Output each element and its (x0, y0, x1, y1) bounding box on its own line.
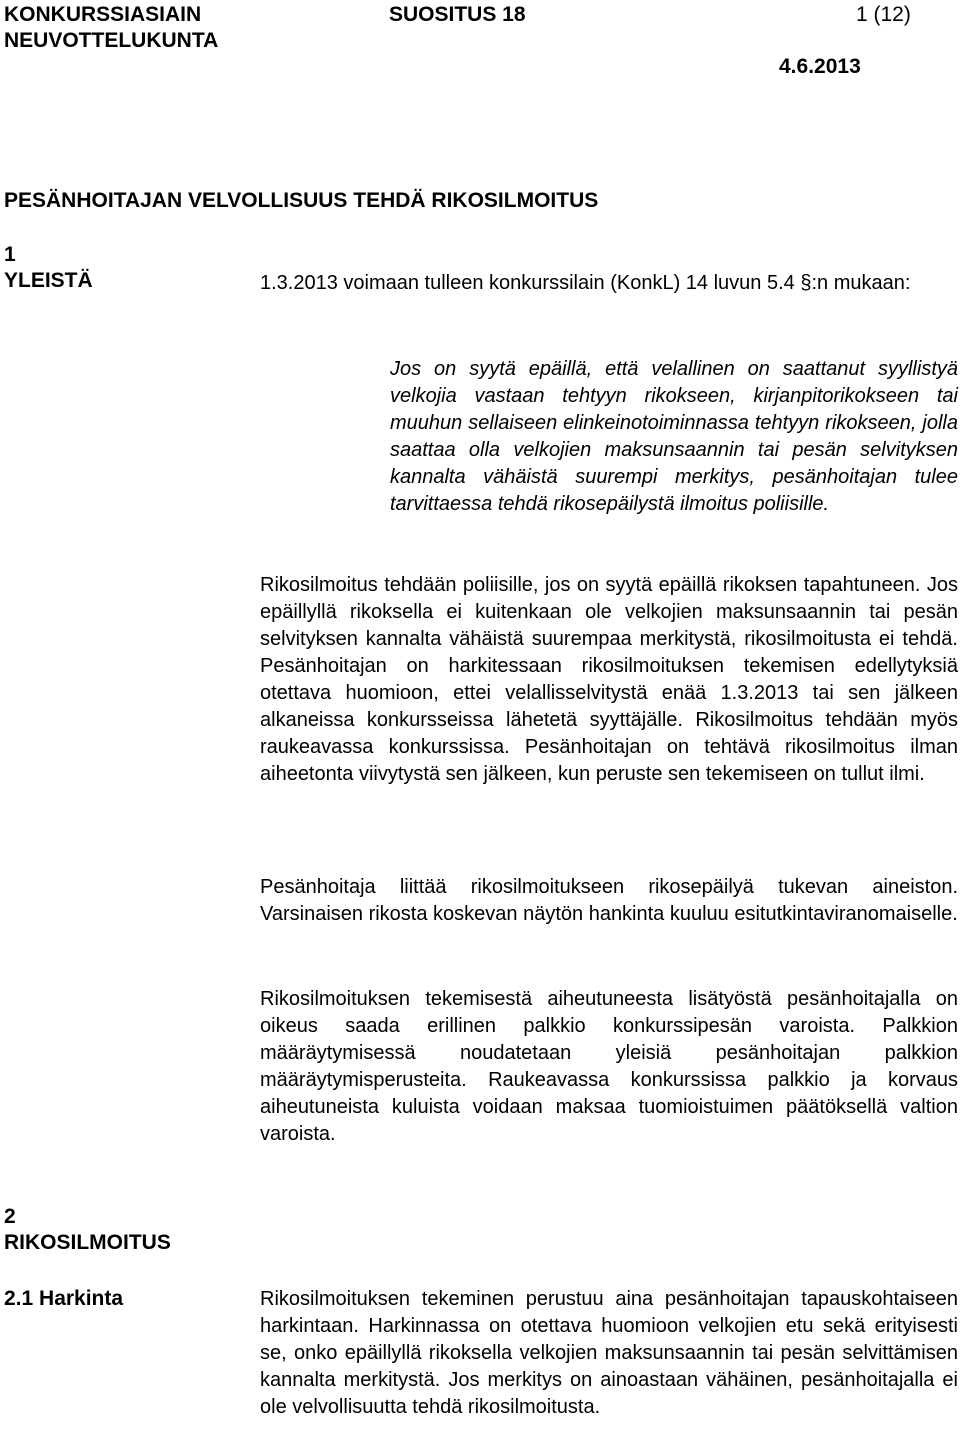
section-1-number: 1 (4, 243, 16, 266)
section-2-number: 2 (4, 1205, 16, 1228)
section-1-paragraph-3: Rikosilmoituksen tekemisestä aiheutuneesta lisätyöstä pesänhoitajalla on oikeus saada erillinen palkkio konkurssipesän varoista. Palkkion määräytymisessä noudatetaan yleisiä pesänhoitajan palkkion määräytymisperusteita. Raukeavassa konkurssissa palkkio ja korvaus aiheutuneista kuluista voidaan maksaa tuomioistuimen päätöksellä valtion varoista. (260, 988, 958, 1145)
section-2-1-paragraph-1: Rikosilmoituksen tekeminen perustuu aina pesänhoitajan tapauskohtaiseen harkintaan. Harkinnassa on otettava huomioon velkojien etu sekä erityisesti se, onko epäillyllä rikoksella velkojien maksunsaannin tai pesän selvittämisen kannalta merkitystä. Jos merkitys on ainoastaan vähäinen, pesänhoitajalla ei ole velvollisuutta tehdä rikosilmoitusta. (260, 1288, 958, 1418)
law-quote: Jos on syytä epäillä, että velallinen on saattanut syyllistyä velkojia vastaan tehtyyn rikokseen, kirjanpitorikokseen tai muuhun sellaiseen elinkeinotoiminnassa tehtyyn rikokseen, jolla saattaa olla velkojien maksunsaannin tai pesän selvityksen kannalta vähäistä suurempi merkitys, pesänhoitajan tulee tarvittaessa tehdä rikosepäilystä ilmoitus poliisille. (390, 358, 958, 515)
org-name-line2: NEUVOTTELUKUNTA (4, 29, 219, 52)
section-1-paragraph-1: Rikosilmoitus tehdään poliisille, jos on syytä epäillä rikoksen tapahtuneen. Jos epäillyllä rikoksella ei kuitenkaan ole velkojien maksunsaannin tai pesän selvityksen kannalta vähäistä suurempaa merkitystä, rikosilmoitusta ei tehdä. Pesänhoitajan on harkitessaan rikosilmoituksen tekemisen edellytyksiä otettava huomioon, ettei velallisselvitystä enää 1.3.2013 tai sen jälkeen alkaneissa konkursseissa lähetetä syyttäjälle. Rikosilmoitus tehdään myös raukeavassa konkurssissa. Pesänhoitajan on tehtävä rikosilmoitus ilman aiheetonta viivytystä sen jälkeen, kun peruste sen tekemiseen on tullut ilmi. (260, 574, 958, 785)
document-title: PESÄNHOITAJAN VELVOLLISUUS TEHDÄ RIKOSILMOITUS (4, 189, 599, 212)
doc-type: SUOSITUS 18 (389, 3, 526, 26)
section-2-1-heading: 2.1 Harkinta (4, 1287, 124, 1310)
org-name-line1: KONKURSSIASIAIN (4, 3, 202, 26)
section-2-heading: RIKOSILMOITUS (4, 1231, 171, 1254)
doc-date: 4.6.2013 (779, 55, 861, 78)
section-1-heading: YLEISTÄ (4, 269, 93, 292)
section-1-intro: 1.3.2013 voimaan tulleen konkurssilain (KonkL) 14 luvun 5.4 §:n mukaan: (260, 272, 911, 294)
section-1-paragraph-2: Pesänhoitaja liittää rikosilmoitukseen rikosepäilyä tukevan aineiston. Varsinaisen rikosta koskevan näytön hankinta kuuluu esitutkintaviranomaiselle. (260, 876, 958, 925)
page-number: 1 (12) (856, 3, 911, 26)
